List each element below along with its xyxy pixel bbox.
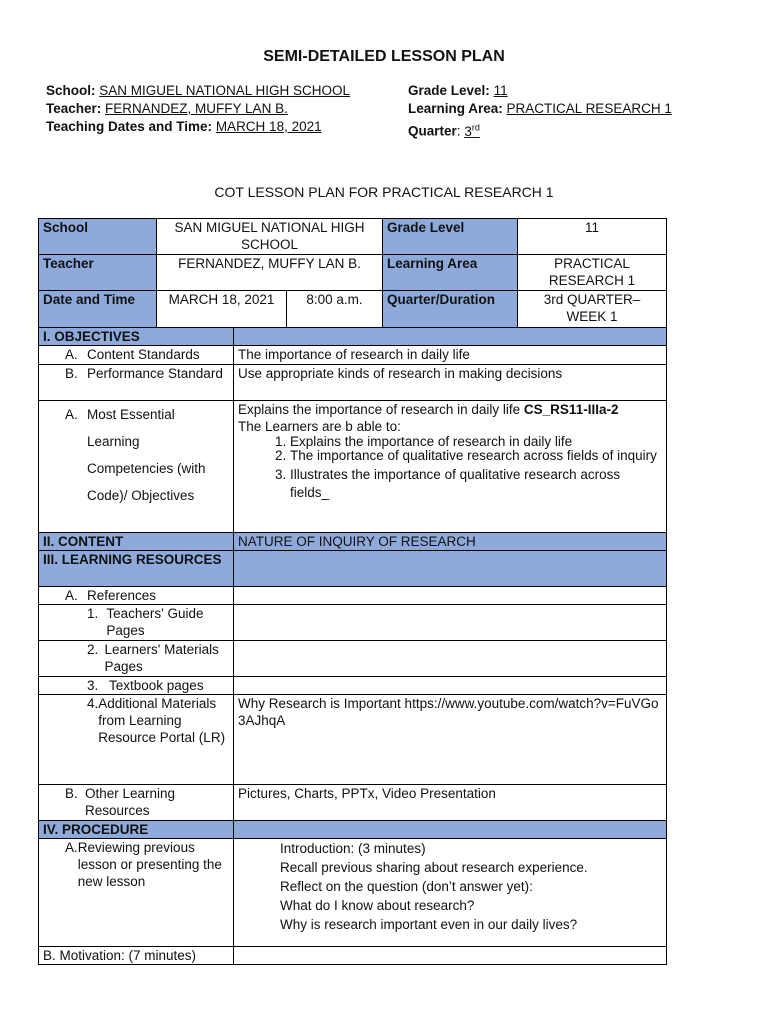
grade-value: 11: [493, 83, 508, 98]
performance-label: [39, 365, 234, 401]
header-school: [46, 82, 350, 100]
header-dates: [46, 118, 322, 136]
row-school: [39, 219, 667, 255]
additional-materials-text: Additional Materials from Learning Resource Portal (LR): [98, 696, 226, 745]
date-cell: MARCH 18, 2021: [157, 291, 287, 328]
performance-letter: B.: [65, 366, 78, 381]
objective-item: 3. Illustrates the importance of qualitative research across fields_: [290, 466, 662, 502]
learners-materials-value: [234, 641, 667, 677]
row-additional-materials: [39, 695, 667, 785]
mec-letter: A.: [65, 407, 78, 422]
grade-label: Grade Level:: [408, 83, 490, 98]
header-area: [408, 100, 672, 118]
school-value: SAN MIGUEL NATIONAL HIGH SCHOOL: [99, 83, 351, 98]
procedure-heading: IV. PROCEDURE: [39, 821, 234, 839]
resources-heading-fill: [234, 551, 667, 587]
additional-materials-value: Why Research is Important https://www.youtube.com/watch?v=FuVGo3AJhqA: [234, 695, 667, 785]
content-standards-letter: A.: [65, 347, 78, 362]
learners-intro: The Learners are b able to:: [238, 419, 401, 434]
mec-value: Explains the importance of research in daily life: [238, 402, 521, 417]
row-performance: [39, 365, 667, 401]
resources-heading: III. LEARNING RESOURCES: [39, 551, 234, 587]
row-objectives-heading: [39, 328, 667, 346]
area-value: PRACTICAL RESEARCH 1: [506, 101, 672, 116]
quarter-header: Quarter/Duration: [383, 291, 518, 328]
area-cell: PRACTICAL RESEARCH 1: [518, 255, 667, 291]
other-resources-value: Pictures, Charts, PPTx, Video Presentation: [234, 785, 667, 821]
review-line: What do I know about research?: [280, 898, 475, 913]
objective-item: 1. Explains the importance of research in daily life: [290, 435, 662, 449]
lesson-plan-table: [38, 218, 667, 965]
quarter-number: 3: [464, 123, 472, 139]
textbook-value: [234, 677, 667, 695]
textbook-num: 3.: [87, 678, 99, 693]
review-value-cell: [234, 839, 667, 947]
quarter-cell: 3rd QUARTER– WEEK 1: [518, 291, 667, 328]
teachers-guide-value: [234, 605, 667, 641]
other-resources-letter: B.: [65, 786, 78, 801]
row-content-heading: [39, 533, 667, 551]
mec-line3: Competencies (with: [87, 461, 206, 476]
row-date: [39, 291, 667, 328]
review-line: Why is research important even in our daily lives?: [280, 917, 578, 932]
teachers-guide-label: [39, 605, 234, 641]
header-grade: [408, 82, 508, 100]
content-heading: II. CONTENT: [39, 533, 234, 551]
mec-value-cell: [234, 401, 667, 533]
additional-materials-num: 4.: [87, 696, 99, 711]
mec-code: CS_RS11-IIIa-2: [523, 402, 619, 417]
row-procedure-heading: [39, 821, 667, 839]
motivation-value: [234, 947, 667, 965]
review-line: Introduction: (3 minutes): [280, 841, 426, 856]
row-motivation: [39, 947, 667, 965]
content-standards-label: [39, 346, 234, 365]
additional-materials-label: [39, 695, 234, 785]
objectives-heading-fill: [234, 328, 667, 346]
references-label: [39, 587, 234, 605]
row-learners-materials: [39, 641, 667, 677]
teacher-value: FERNANDEZ, MUFFY LAN B.: [105, 101, 288, 116]
objectives-heading: I. OBJECTIVES: [39, 328, 234, 346]
row-teachers-guide: [39, 605, 667, 641]
content-standards-value: The importance of research in daily life: [234, 346, 667, 365]
other-resources-text: Other Learning Resources: [85, 786, 176, 818]
row-other-resources: [39, 785, 667, 821]
school-cell: SAN MIGUEL NATIONAL HIGH SCHOOL: [157, 219, 383, 255]
header-teacher: [46, 100, 288, 118]
document-title: SEMI-DETAILED LESSON PLAN: [263, 48, 505, 65]
dates-label: Teaching Dates and Time:: [46, 119, 213, 134]
quarter-colon: :: [456, 123, 461, 139]
textbook-text: Textbook pages: [109, 678, 204, 693]
row-teacher: [39, 255, 667, 291]
mec-line1: Most Essential: [87, 407, 175, 422]
teacher-header: Teacher: [39, 255, 157, 291]
area-header: Learning Area: [383, 255, 518, 291]
references-text: References: [87, 588, 157, 603]
grade-cell: 11: [518, 219, 667, 255]
quarter-value: [464, 124, 480, 139]
teacher-cell: FERNANDEZ, MUFFY LAN B.: [157, 255, 383, 291]
teachers-guide-num: 1.: [87, 606, 99, 621]
learners-materials-text: Learners' Materials Pages: [104, 642, 219, 674]
performance-text: Performance Standard: [87, 366, 223, 381]
procedure-heading-fill: [234, 821, 667, 839]
row-review: [39, 839, 667, 947]
objectives-list: [238, 435, 662, 502]
performance-value: Use appropriate kinds of research in making decisions: [234, 365, 667, 401]
quarter-label: Quarter: [408, 123, 457, 139]
textbook-label: [39, 677, 234, 695]
motivation-label: B. Motivation: (7 minutes): [39, 947, 234, 965]
school-header: School: [39, 219, 157, 255]
content-value: NATURE OF INQUIRY OF RESEARCH: [234, 533, 667, 551]
school-label: School:: [46, 83, 96, 98]
content-standards-text: Content Standards: [87, 347, 200, 362]
plan-subtitle: COT LESSON PLAN FOR PRACTICAL RESEARCH 1: [214, 184, 554, 200]
row-references: [39, 587, 667, 605]
date-header: Date and Time: [39, 291, 157, 328]
mec-line2: Learning: [87, 434, 140, 449]
mec-label: [39, 401, 234, 533]
references-value: [234, 587, 667, 605]
teacher-label: Teacher:: [46, 101, 102, 116]
other-resources-label: [39, 785, 234, 821]
row-mec: [39, 401, 667, 533]
review-line: Reflect on the question (don’t answer yet):: [280, 879, 533, 894]
review-label: [39, 839, 234, 947]
learners-materials-num: 2.: [87, 642, 99, 657]
grade-header: Grade Level: [383, 219, 518, 255]
review-line: Recall previous sharing about research experience.: [280, 860, 588, 875]
teachers-guide-text: Teachers' Guide Pages: [106, 606, 204, 638]
row-textbook: [39, 677, 667, 695]
time-cell: 8:00 a.m.: [287, 291, 383, 328]
header-quarter: [408, 118, 480, 141]
row-content-standards: [39, 346, 667, 365]
objective-item: 2. The importance of qualitative research across fields of inquiry: [290, 449, 662, 463]
learners-materials-label: [39, 641, 234, 677]
dates-value: MARCH 18, 2021: [215, 119, 322, 134]
review-letter: A.: [65, 840, 78, 855]
row-resources-heading: [39, 551, 667, 587]
review-text: Reviewing previous lesson or presenting the new lesson: [77, 840, 222, 889]
references-letter: A.: [65, 588, 78, 603]
area-label: Learning Area:: [408, 101, 503, 116]
mec-line4: Code)/ Objectives: [87, 488, 195, 503]
quarter-suffix: rd: [471, 122, 480, 132]
